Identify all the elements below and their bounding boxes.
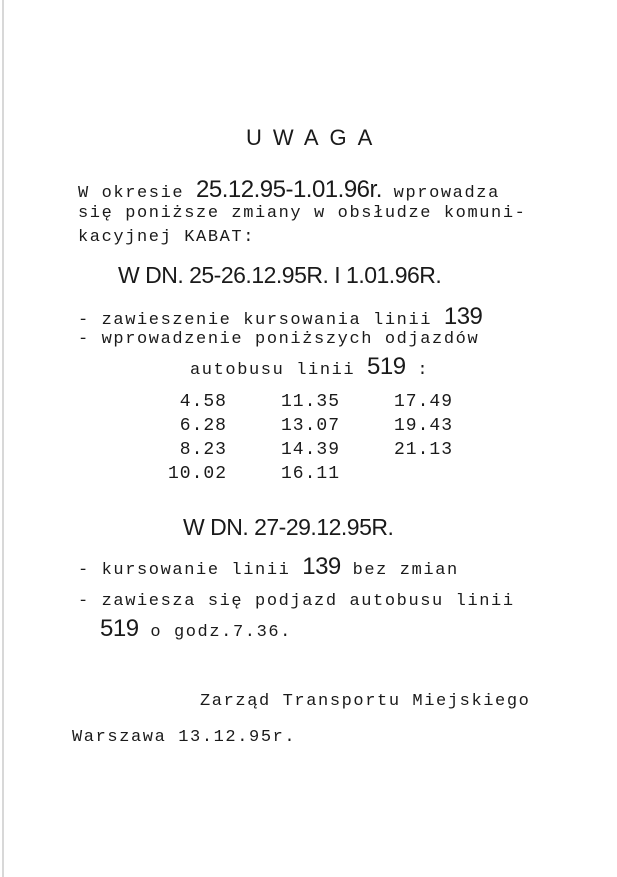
intro-line-2: się poniższe zmiany w obsłudze komuni- (78, 204, 527, 223)
departure-time: 19.43 (393, 416, 453, 436)
service-text: - kursowanie linii (78, 561, 303, 580)
line-number-139: 139 (443, 303, 483, 330)
departure-time: 13.07 (280, 416, 340, 436)
suspension-text: - zawieszenie kursowania linii (78, 311, 444, 330)
section1-item-1 (78, 303, 482, 331)
intro-line-3: kacyjnej KABAT: (78, 228, 256, 247)
departure-time: 16.11 (280, 464, 340, 484)
no-changes-text: bez zmian (340, 561, 459, 580)
section2-item-2: - zawiesza się podjazd autobusu linii (78, 592, 515, 611)
period-dates: 25.12.95-1.01.96r. (196, 176, 382, 203)
colon: : (405, 361, 430, 380)
departure-time: 10.02 (167, 464, 227, 484)
line-number-139: 139 (302, 553, 341, 580)
departure-time: 21.13 (393, 440, 453, 460)
scan-edge (2, 0, 4, 877)
place-and-date: Warszawa 13.12.95r. (72, 728, 297, 747)
bus-line-text: autobusu linii (190, 361, 368, 380)
intro-line-1 (78, 176, 500, 204)
line-number-519: 519 (367, 353, 406, 380)
departure-time: 14.39 (280, 440, 340, 460)
section2-item-1 (78, 553, 459, 581)
line-number-519: 519 (100, 615, 139, 642)
intro-text-end: wprowadza (381, 184, 500, 203)
departure-time: 4.58 (179, 392, 227, 412)
section1-item-2: - wprowadzenie poniższych odjazdów (78, 330, 480, 349)
section2-item-2-cont (100, 615, 292, 643)
departure-time: 17.49 (393, 392, 453, 412)
signature: Zarząd Transportu Miejskiego (200, 692, 531, 711)
section1-heading: W DN. 25-26.12.95R. I 1.01.96R. (118, 262, 442, 288)
notice-title: UWAGA (246, 125, 384, 150)
departure-hour-text: o godz.7.36. (138, 623, 292, 642)
section1-item-2-cont (190, 353, 429, 381)
departure-time: 6.28 (179, 416, 227, 436)
section2-heading: W DN. 27-29.12.95R. (183, 514, 394, 540)
departure-time: 8.23 (179, 440, 227, 460)
intro-text-start: W okresie (78, 184, 197, 203)
departure-time: 11.35 (280, 392, 340, 412)
